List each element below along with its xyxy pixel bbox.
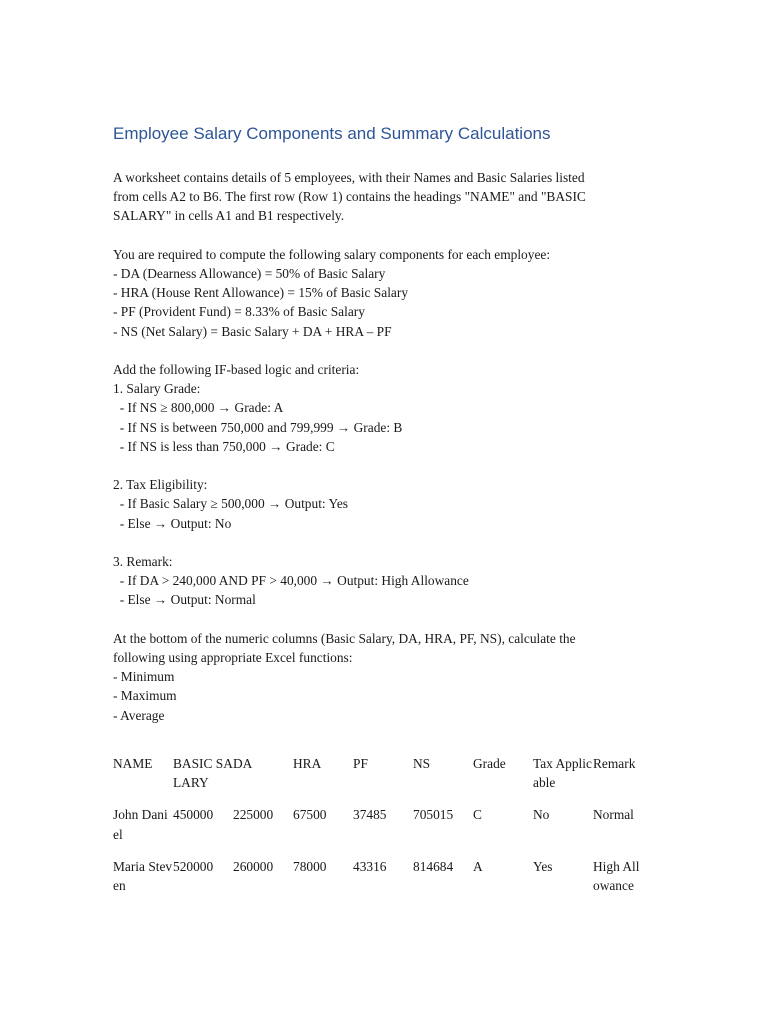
text-line: At the bottom of the numeric columns (Basic Salary, DA, HRA, PF, NS), calculate the (113, 630, 576, 646)
text-line: - Average (113, 707, 165, 723)
header-remark: Remark (593, 756, 636, 771)
text-line: - If NS ≥ 800,000 → Grade: A (113, 400, 284, 416)
text-line: - NS (Net Salary) = Basic Salary + DA + HRA – PF (113, 323, 392, 339)
cell-da: 260000 (233, 858, 274, 874)
cell-pf: 37485 (353, 807, 387, 823)
text-line: - If NS is between 750,000 and 799,999 → Grade: B (113, 419, 403, 435)
cell-remark: Normal (593, 807, 634, 823)
text-line: 1. Salary Grade: (113, 381, 201, 397)
cell-da: 225000 (233, 807, 274, 823)
text-line: Add the following IF-based logic and criteria: (113, 362, 360, 377)
cell-ns: 705015 (413, 807, 454, 823)
cell-tax-applicable: Yes (533, 858, 553, 874)
text-line: - Else → Output: Normal (113, 592, 256, 608)
text-line: from cells A2 to B6. The first row (Row 1) contains the headings "NAME" and "BASIC (113, 189, 586, 205)
text-line: - HRA (House Rent Allowance) = 15% of Basic Salary (113, 285, 409, 301)
header-hra: HRA (293, 756, 322, 771)
text-line: following using appropriate Excel functions: (113, 650, 353, 665)
text-line: - Maximum (113, 688, 177, 704)
cell-tax-applicable: No (533, 807, 550, 823)
header-name: NAME (113, 756, 153, 771)
summary-paragraph (113, 629, 673, 725)
text-line: 2. Tax Eligibility: (113, 477, 208, 493)
text-line: - If NS is less than 750,000 → Grade: C (113, 438, 335, 454)
cell-pf: 43316 (353, 858, 387, 874)
cell-name: John Daniel (113, 807, 168, 842)
cell-ns: 814684 (413, 858, 454, 874)
cell-basic-salary: 520000 (173, 858, 214, 874)
logic-paragraph (113, 360, 673, 456)
cell-basic-salary: 450000 (173, 807, 214, 823)
cell-remark: High Allowance (593, 858, 640, 894)
header-da: DA (233, 756, 253, 771)
cell-grade: A (473, 858, 483, 874)
table-row (113, 857, 643, 908)
cell-hra: 67500 (293, 807, 327, 823)
cell-hra: 78000 (293, 858, 327, 874)
text-line: - PF (Provident Fund) = 8.33% of Basic Salary (113, 304, 365, 320)
document-title: Employee Salary Components and Summary Calculations (113, 124, 551, 143)
table-row (113, 805, 643, 856)
document-body (113, 168, 673, 744)
header-tax-applicable: Tax Applicable (533, 756, 592, 791)
text-line: SALARY" in cells A1 and B1 respectively. (113, 208, 345, 224)
header-pf: PF (353, 756, 368, 771)
text-line: A worksheet contains details of 5 employees, with their Names and Basic Salaries listed (113, 170, 585, 185)
header-grade: Grade (473, 756, 506, 771)
table-header-row (113, 754, 643, 805)
text-line: - If DA > 240,000 AND PF > 40,000 → Output: High Allowance (113, 573, 469, 589)
text-line: - Else → Output: No (113, 515, 232, 531)
components-paragraph (113, 245, 673, 341)
header-basic-salary: BASIC SALARY (173, 756, 233, 791)
text-line: - If Basic Salary ≥ 500,000 → Output: Yes (113, 496, 348, 512)
cell-grade: C (473, 807, 482, 823)
cell-name: Maria Steven (113, 858, 173, 894)
intro-paragraph (113, 168, 673, 226)
header-ns: NS (413, 756, 431, 771)
text-line: You are required to compute the following salary components for each employee: (113, 246, 551, 262)
text-line: 3. Remark: (113, 554, 173, 569)
tax-paragraph (113, 475, 673, 533)
remark-paragraph (113, 552, 673, 610)
salary-table (113, 754, 643, 908)
text-line: - Minimum (113, 669, 175, 685)
text-line: - DA (Dearness Allowance) = 50% of Basic Salary (113, 266, 386, 281)
